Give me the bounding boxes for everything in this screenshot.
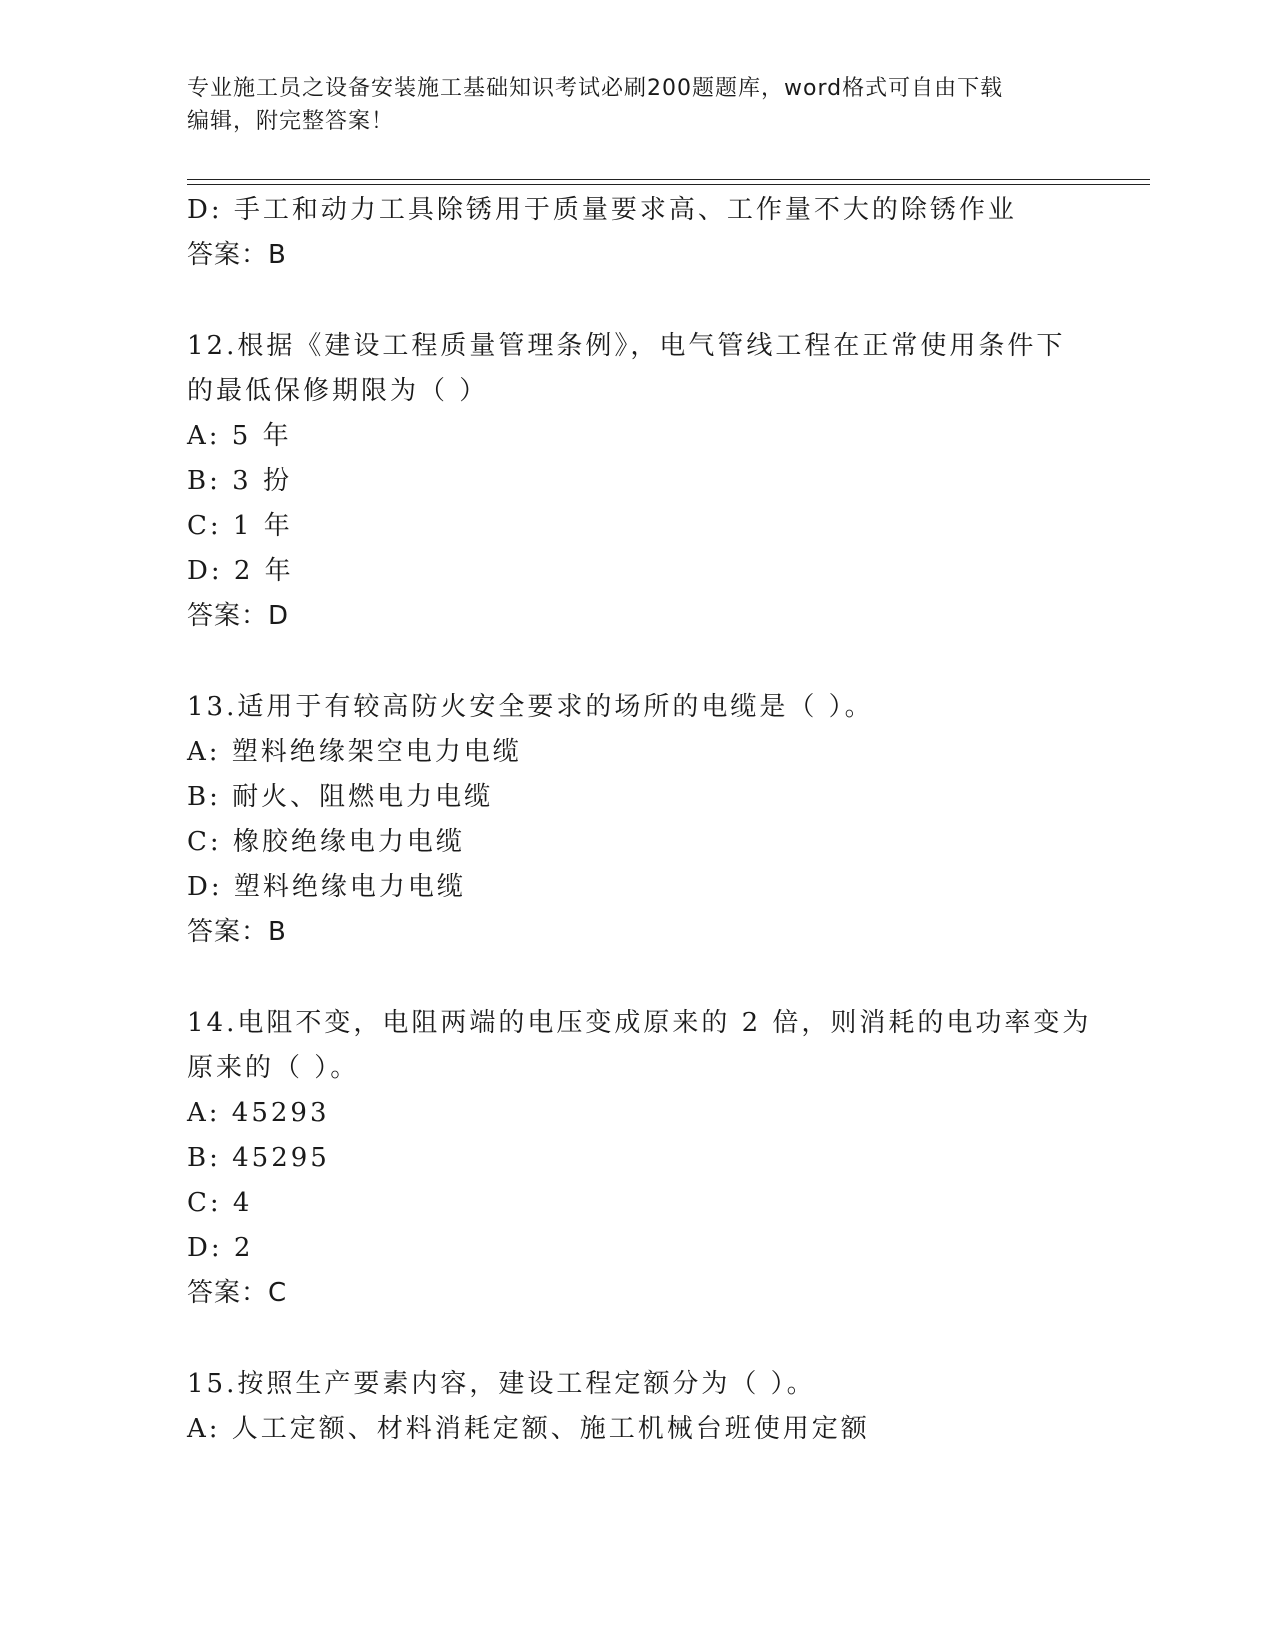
question-block-15: [187, 1362, 1087, 1452]
answer-line: 答案：C: [187, 1278, 288, 1308]
option-d: D: 手工和动力工具除锈用于质量要求高、工作量不大的除锈作业: [187, 195, 1017, 225]
header-line-2: 编辑，附完整答案！: [187, 109, 395, 134]
spacer: [187, 639, 1087, 685]
question-block-12: [187, 324, 1087, 639]
header-line-1: 专业施工员之设备安装施工基础知识考试必刷200题题库，word格式可自由下载: [187, 76, 1004, 101]
question-block-14: [187, 1001, 1092, 1316]
option-a: A: 45293: [187, 1098, 330, 1128]
option-c: C: 1 年: [187, 511, 293, 541]
question-stem-continued: 的最低保修期限为（ ）: [187, 376, 489, 406]
spacer: [187, 955, 1087, 1001]
answer-line: 答案：B: [187, 240, 287, 270]
option-a: A: 塑料绝缘架空电力电缆: [187, 737, 522, 767]
answer-line: 答案：D: [187, 601, 290, 631]
spacer: [187, 278, 1087, 324]
option-b: B: 耐火、阻燃电力电缆: [187, 782, 494, 812]
question-stem: 15.按照生产要素内容，建设工程定额分为（ ）。: [187, 1369, 816, 1399]
question-stem: 14.电阻不变，电阻两端的电压变成原来的 2 倍，则消耗的电功率变为: [187, 1008, 1092, 1038]
option-b: B: 3 扮: [187, 466, 292, 496]
option-c: C: 4: [187, 1188, 253, 1218]
question-block-previous: [187, 188, 1087, 278]
header-divider-bottom: [187, 184, 1150, 185]
document-header: [187, 72, 1067, 138]
option-d: D: 2 年: [187, 556, 294, 586]
option-a: A: 5 年: [187, 421, 292, 451]
document-body: [187, 188, 1092, 1452]
question-stem: 12.根据《建设工程质量管理条例》，电气管线工程在正常使用条件下: [187, 331, 1066, 361]
answer-line: 答案：B: [187, 917, 287, 947]
option-d: D: 2: [187, 1233, 254, 1263]
question-block-13: [187, 685, 1087, 955]
header-divider-top: [187, 179, 1150, 180]
question-stem: 13.适用于有较高防火安全要求的场所的电缆是（ ）。: [187, 692, 874, 722]
option-b: B: 45295: [187, 1143, 330, 1173]
option-d: D: 塑料绝缘电力电缆: [187, 872, 466, 902]
question-stem-continued: 原来的（ ）。: [187, 1053, 360, 1083]
option-c: C: 橡胶绝缘电力电缆: [187, 827, 465, 857]
spacer: [187, 1316, 1087, 1362]
option-a: A: 人工定额、材料消耗定额、施工机械台班使用定额: [187, 1414, 870, 1444]
